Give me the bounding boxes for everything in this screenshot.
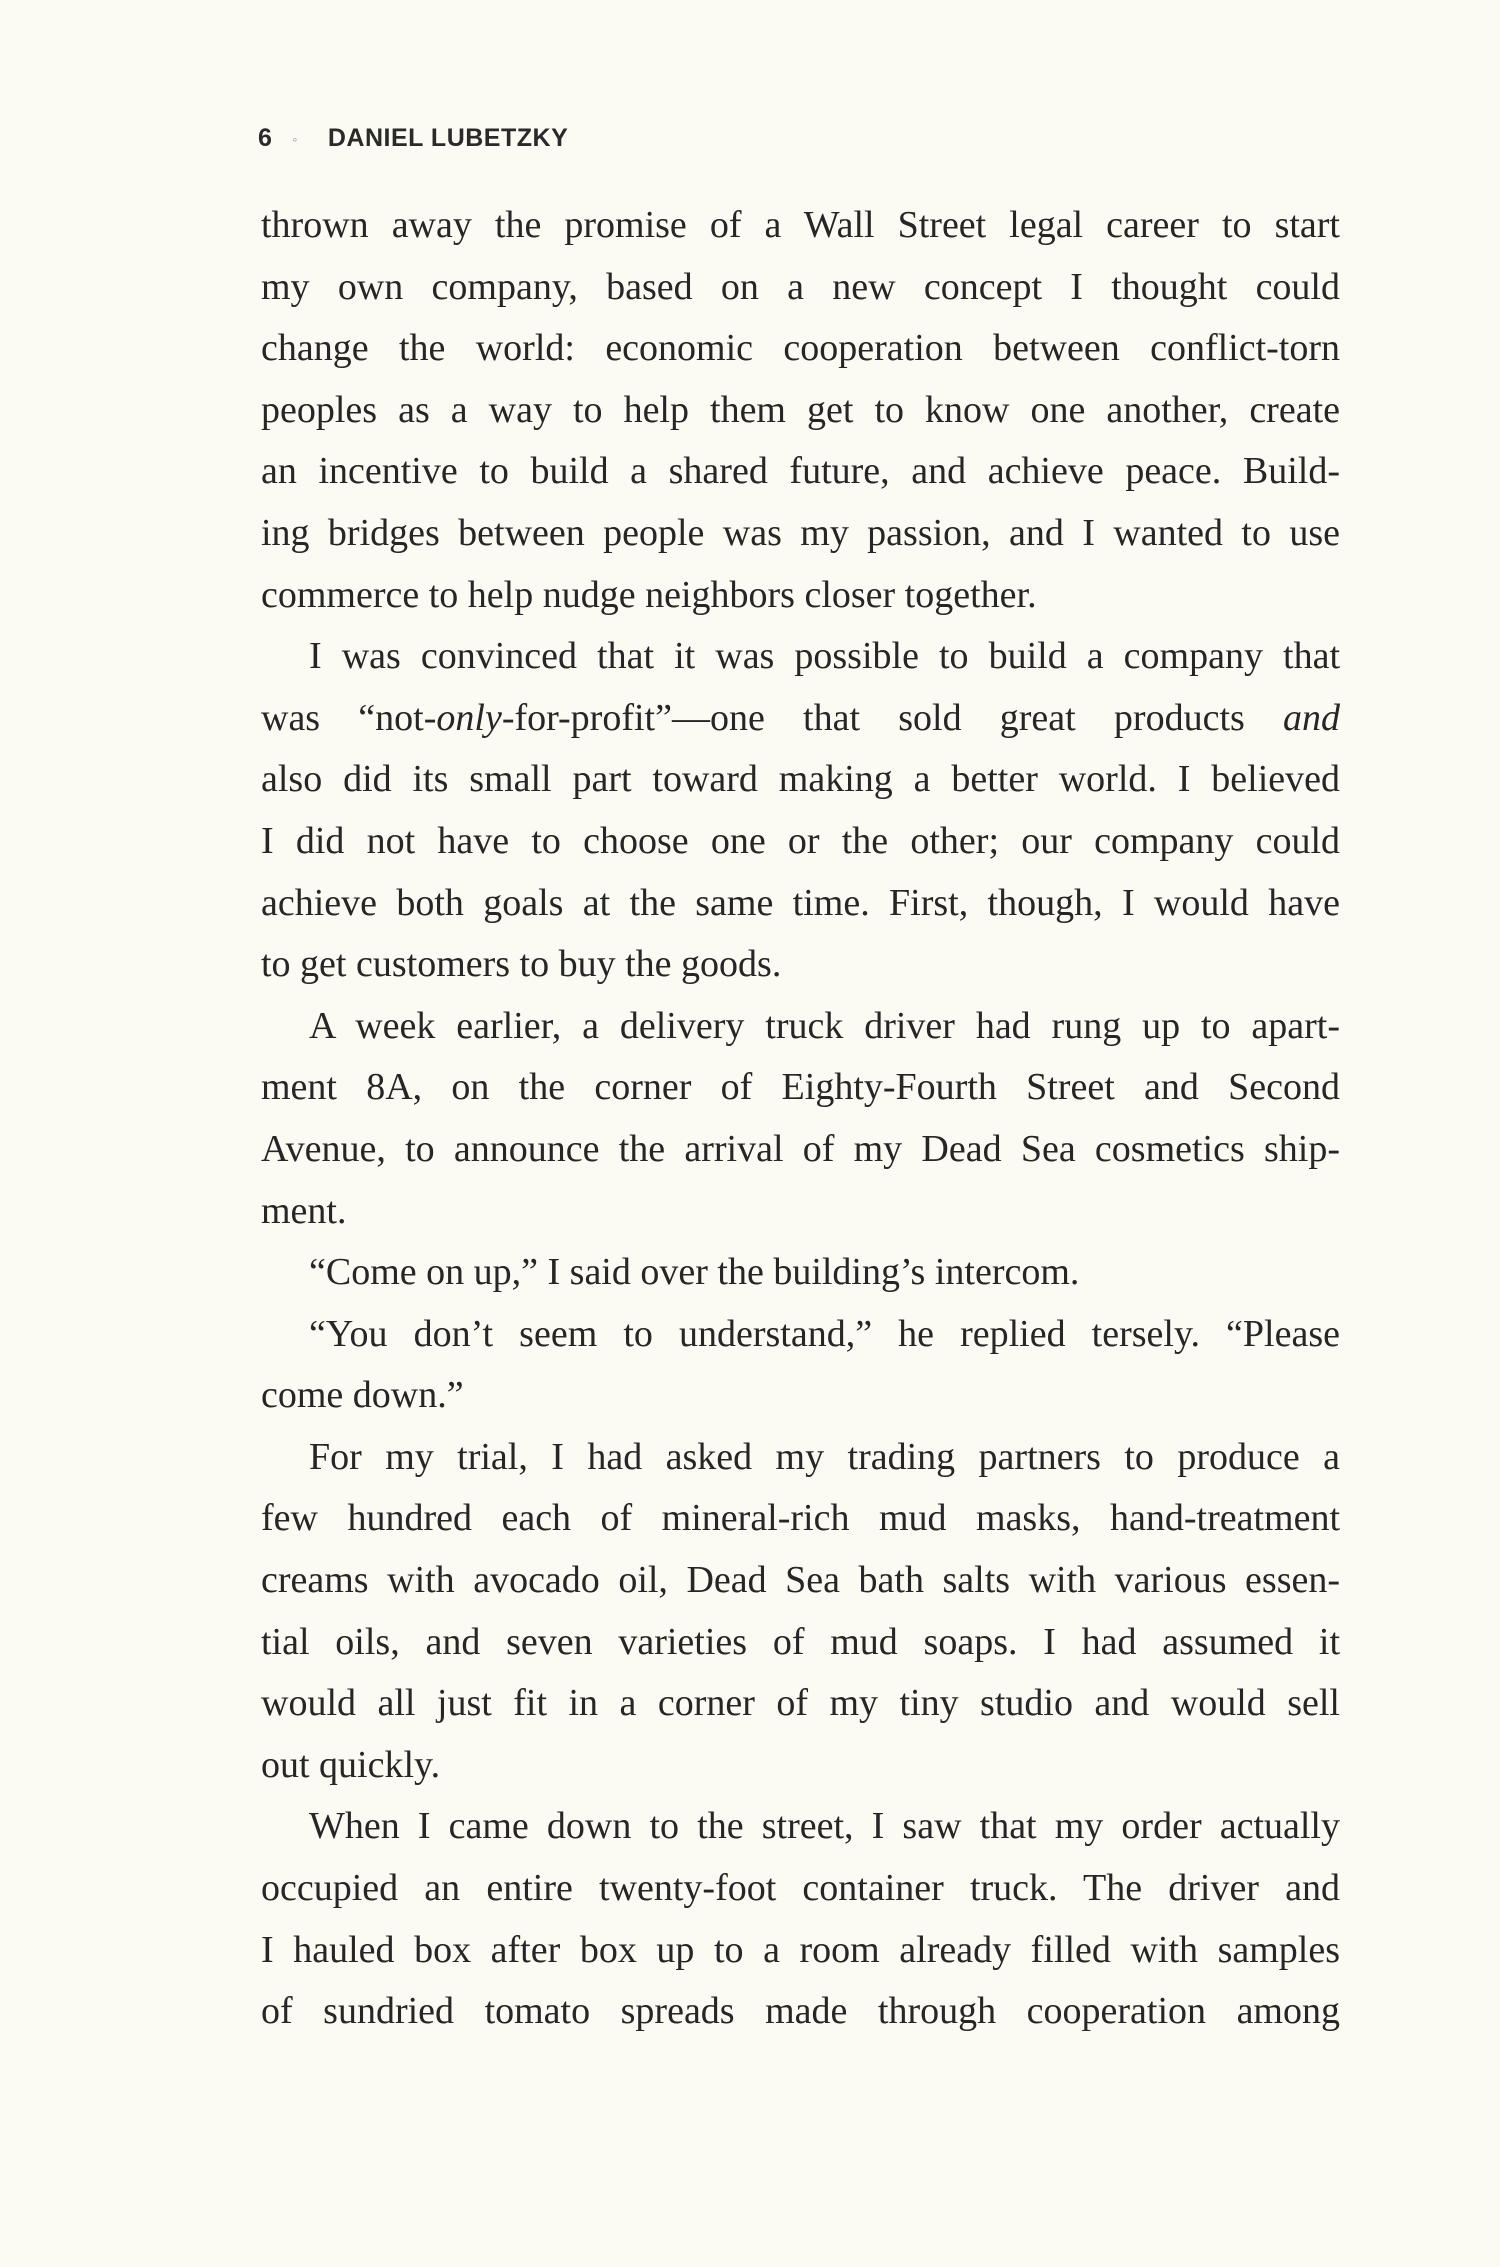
- emphasis-only: only: [436, 696, 502, 739]
- text-line-with-emphasis: [261, 688, 1340, 750]
- text-line: ment 8A, on the corner of Eighty-Fourth Street and Second: [261, 1066, 1340, 1109]
- text-line: “You don’t seem to understand,” he replied tersely. “Please: [309, 1312, 1340, 1355]
- text-line: commerce to help nudge neighbors closer together.: [261, 573, 1037, 616]
- text-line: of sundried tomato spreads made through cooperation among: [261, 1990, 1340, 2033]
- text-line: change the world: economic cooperation between conflict-torn: [261, 327, 1340, 370]
- text-line: my own company, based on a new concept I thought could: [261, 265, 1340, 308]
- running-head-author: DANIEL LUBETZKY: [327, 124, 569, 152]
- text-line: tial oils, and seven varieties of mud soaps. I had assumed it: [261, 1620, 1340, 1663]
- text-line: thrown away the promise of a Wall Street legal career to start: [261, 204, 1340, 246]
- text-line: out quickly.: [261, 1743, 441, 1786]
- text-line: would all just fit in a corner of my tiny studio and would sell: [261, 1682, 1340, 1725]
- paragraph: [261, 1796, 1340, 2042]
- text-line: A week earlier, a delivery truck driver had rung up to apart-: [309, 1004, 1340, 1047]
- text-line: “Come on up,” I said over the building’s intercom.: [309, 1251, 1080, 1294]
- paragraph: [261, 1242, 1340, 1304]
- body-text: [261, 195, 1340, 2043]
- text-line: I hauled box after box up to a room already filled with samples: [261, 1928, 1340, 1971]
- text-line: achieve both goals at the same time. First, though, I would have: [261, 881, 1340, 924]
- text-line: For my trial, I had asked my trading partners to produce a: [309, 1435, 1340, 1478]
- text-line: I was convinced that it was possible to build a company that: [309, 635, 1340, 678]
- text-line: I did not have to choose one or the other; our company could: [261, 819, 1340, 862]
- text-line: Avenue, to announce the arrival of my Dead Sea cosmetics ship-: [261, 1127, 1340, 1170]
- text-run: -for-profit”—one that sold great products: [501, 696, 1283, 739]
- page-number: 6: [258, 124, 273, 152]
- text-line: ment.: [261, 1189, 347, 1232]
- paragraph: [261, 1427, 1340, 1797]
- emphasis-and: and: [1283, 696, 1340, 739]
- paragraph: [261, 996, 1340, 1242]
- text-line: an incentive to build a shared future, and achieve peace. Build-: [261, 450, 1340, 493]
- text-line: few hundred each of mineral-rich mud masks, hand-treatment: [261, 1497, 1340, 1540]
- paragraph: [261, 1304, 1340, 1427]
- paragraph: [261, 195, 1340, 626]
- running-header: [258, 124, 568, 153]
- text-run: was “not-: [261, 696, 437, 739]
- text-line: creams with avocado oil, Dead Sea bath salts with various essen-: [261, 1559, 1340, 1602]
- text-line: ing bridges between people was my passion, and I wanted to use: [261, 511, 1340, 554]
- header-separator: ◦: [292, 130, 298, 147]
- paragraph: [261, 626, 1340, 996]
- text-line: peoples as a way to help them get to know one another, create: [261, 388, 1340, 431]
- text-line: occupied an entire twenty-foot container truck. The driver and: [261, 1867, 1340, 1910]
- text-line: to get customers to buy the goods.: [261, 943, 782, 986]
- text-line: come down.”: [261, 1374, 464, 1417]
- text-line: When I came down to the street, I saw that my order actually: [309, 1805, 1340, 1848]
- text-line: also did its small part toward making a better world. I believed: [261, 758, 1340, 801]
